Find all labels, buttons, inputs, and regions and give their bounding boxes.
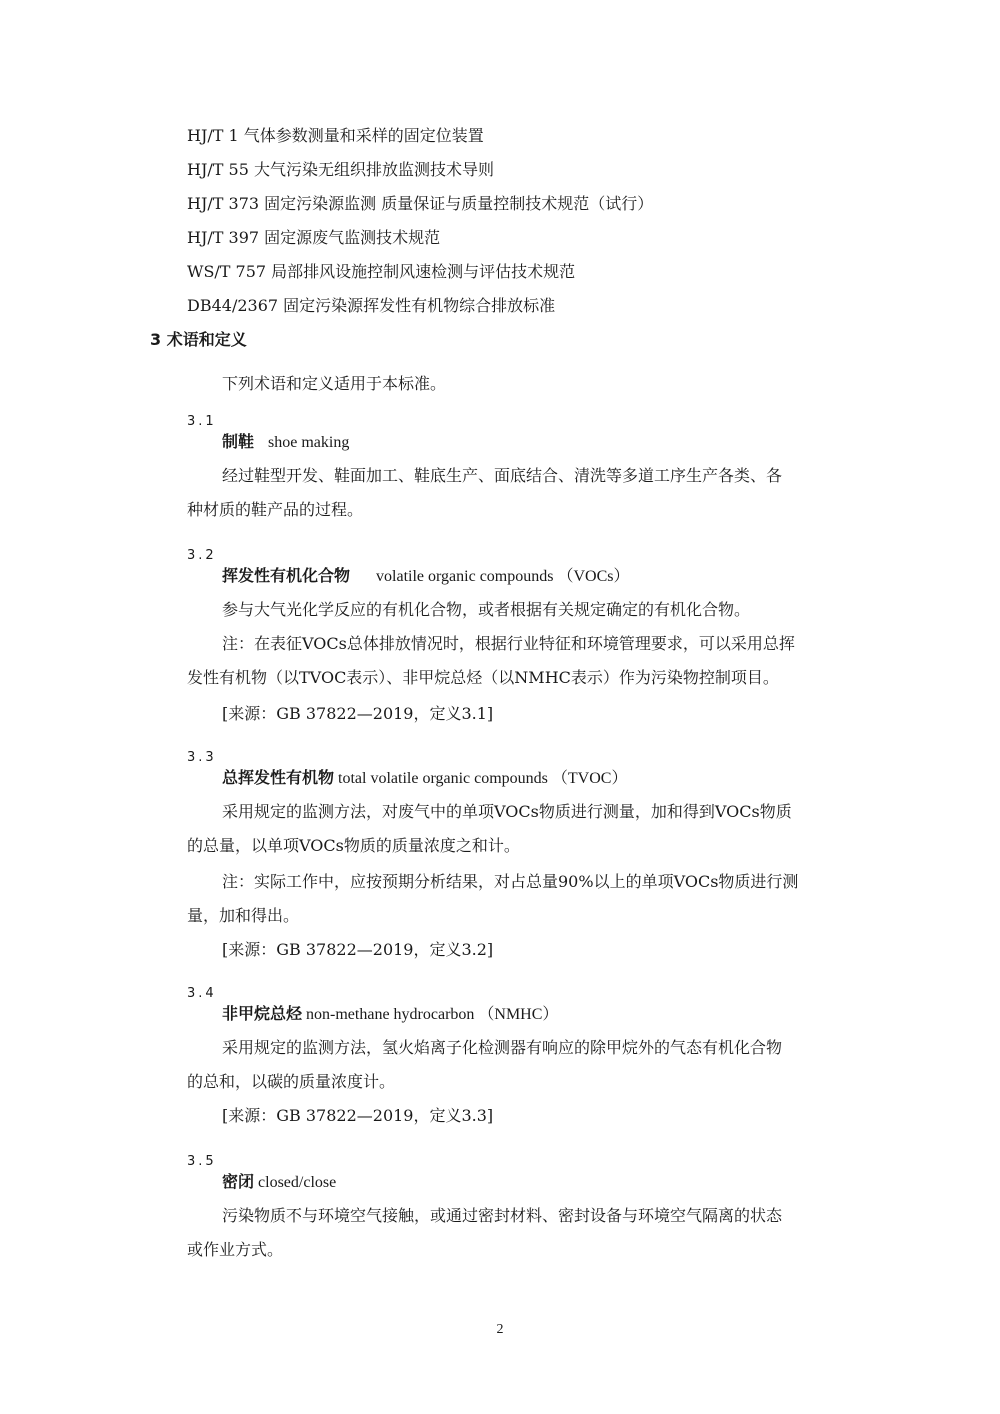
definition-line: 经过鞋型开发、鞋面加工、鞋底生产、面底结合、清洗等多道工序生产各类、各: [222, 466, 783, 485]
definition-line: 污染物质不与环境空气接触，或通过密封材料、密封设备与环境空气隔离的状态: [222, 1206, 783, 1225]
reference-item: HJ/T 397 固定源废气监测技术规范: [187, 228, 441, 247]
term-name-zh: 密闭: [222, 1172, 255, 1191]
term-number: 3.4: [187, 986, 217, 1001]
section-intro: 下列术语和定义适用于本标准。: [222, 374, 447, 393]
term-name-en: shoe making: [268, 434, 350, 451]
term-name-en: volatile organic compounds （VOCs）: [376, 568, 630, 585]
definition-line: 或作业方式。: [187, 1240, 284, 1259]
term-heading: [222, 432, 349, 453]
term-heading: [222, 566, 629, 587]
term-name-zh: 挥发性有机化合物: [222, 566, 351, 585]
section-title: 3 术语和定义: [150, 330, 247, 349]
term-heading: [222, 1172, 336, 1193]
term-number: 3.1: [187, 414, 217, 429]
definition-line: 参与大气光化学反应的有机化合物，或者根据有关规定确定的有机化合物。: [222, 600, 751, 619]
term-number: 3.2: [187, 548, 217, 563]
reference-item: HJ/T 1 气体参数测量和采样的固定位装置: [187, 126, 484, 145]
page-number: 2: [496, 1322, 504, 1337]
definition-line: 采用规定的监测方法，对废气中的单项VOCs物质进行测量，加和得到VOCs物质: [222, 802, 792, 821]
reference-item: WS/T 757 局部排风设施控制风速检测与评估技术规范: [187, 262, 576, 281]
term-name-en: total volatile organic compounds （TVOC）: [338, 770, 628, 787]
note-line: 注：在表征VOCs总体排放情况时，根据行业特征和环境管理要求，可以采用总挥: [222, 634, 795, 653]
term-number: 3.5: [187, 1154, 217, 1169]
term-name-zh: 制鞋: [222, 432, 255, 451]
source-citation: [来源：GB 37822—2019，定义3.1]: [222, 704, 494, 723]
definition-line: 的总和，以碳的质量浓度计。: [187, 1072, 396, 1091]
term-name-en: closed/close: [258, 1174, 337, 1191]
source-citation: [来源：GB 37822—2019，定义3.2]: [222, 940, 494, 959]
note-line: 发性有机物（以TVOC表示）、非甲烷总烃（以NMHC表示）作为污染物控制项目。: [187, 668, 779, 687]
term-name-zh: 非甲烷总烃: [222, 1004, 303, 1023]
reference-item: HJ/T 55 大气污染无组织排放监测技术导则: [187, 160, 494, 179]
reference-item: HJ/T 373 固定污染源监测 质量保证与质量控制技术规范（试行）: [187, 194, 654, 213]
term-name-en: non-methane hydrocarbon （NMHC）: [306, 1006, 559, 1023]
definition-line: 采用规定的监测方法，氢火焰离子化检测器有响应的除甲烷外的气态有机化合物: [222, 1038, 783, 1057]
term-heading: [222, 1004, 558, 1025]
reference-item: DB44/2367 固定污染源挥发性有机物综合排放标准: [187, 296, 556, 315]
note-line: 量，加和得出。: [187, 906, 300, 925]
source-citation: [来源：GB 37822—2019，定义3.3]: [222, 1106, 494, 1125]
definition-line: 的总量，以单项VOCs物质的质量浓度之和计。: [187, 836, 520, 855]
term-name-zh: 总挥发性有机物: [222, 768, 335, 787]
definition-line: 种材质的鞋产品的过程。: [187, 500, 364, 519]
note-line: 注：实际工作中，应按预期分析结果，对占总量90%以上的单项VOCs物质进行测: [222, 872, 799, 891]
term-number: 3.3: [187, 750, 217, 765]
term-heading: [222, 768, 627, 789]
